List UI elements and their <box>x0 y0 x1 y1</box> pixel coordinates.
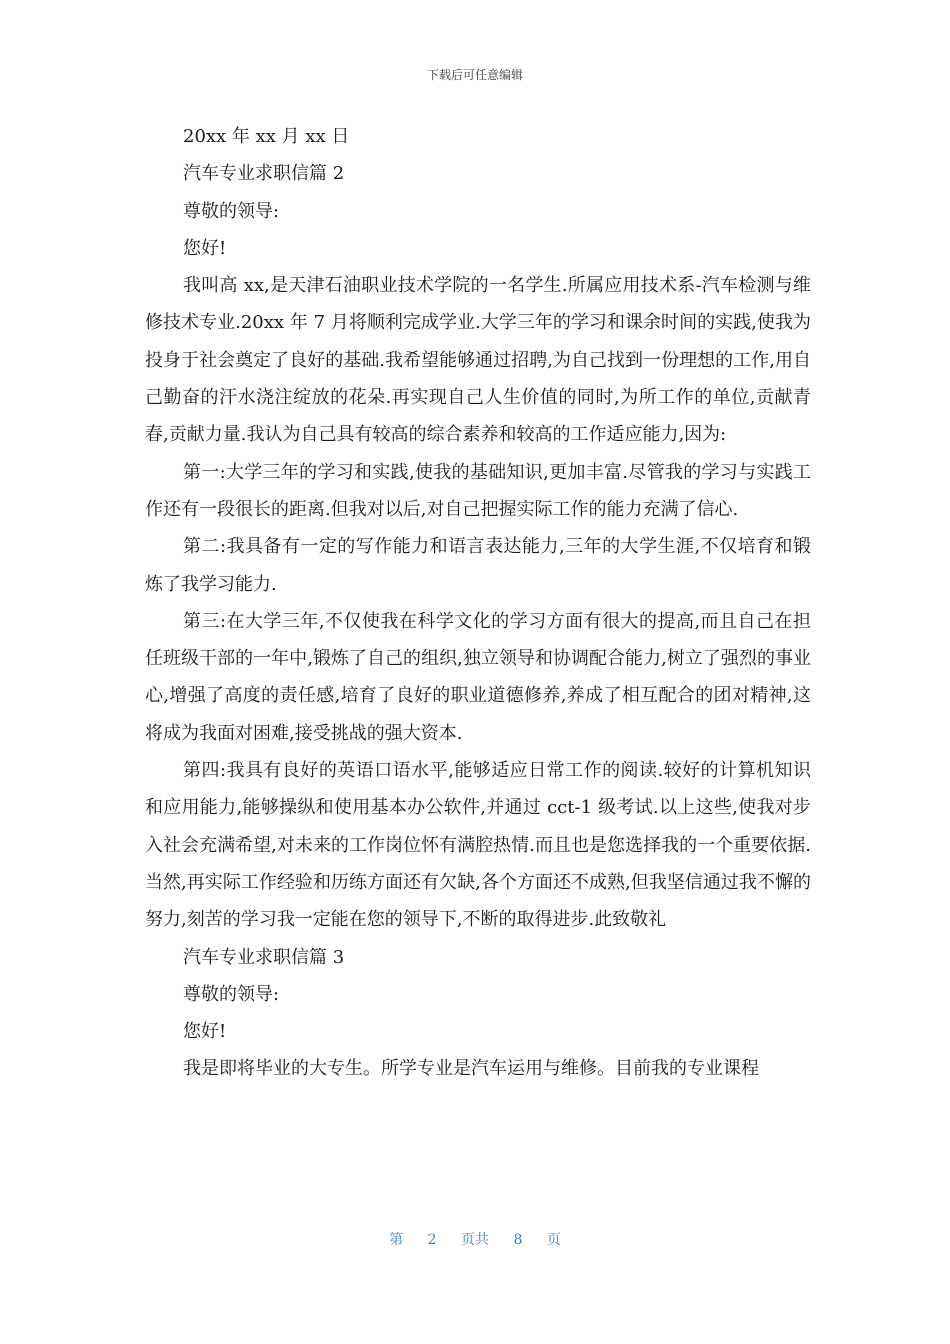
footer-middle: 页共 <box>461 1232 489 1248</box>
section-2-greeting: 您好! <box>183 237 227 259</box>
section-2-paragraph-fourth: 第四:我具有良好的英语口语水平,能够适应日常工作的阅读.较好的计算机知识和应用能力,能够操纵和使用基本办公软件,并通过 cct-1 级考试.以上这些,使我对步入社会充满希望,对未来的工作岗位怀有满腔热情.而且也是您选择我的一个重要依据.当然,再实际工作经验和历练方面还有欠缺,各个方面还不成熟,但我坚信通过我不懈的努力,刻苦的学习我一定能在您的领导下,不断的取得进步.此致敬礼 <box>145 760 811 931</box>
header-note: 下载后可任意编辑 <box>426 68 523 82</box>
letter-date: 20xx 年 xx 月 xx 日 <box>183 126 350 147</box>
page-footer <box>0 1229 950 1249</box>
section-3-title: 汽车专业求职信篇 3 <box>183 946 345 968</box>
section-2-paragraph-intro: 我叫高 xx,是天津石油职业技术学院的一名学生.所属应用技术系-汽车检测与维修技术专业.20xx 年 7 月将顺利完成学业.大学三年的学习和课余时间的实践,使我为投身于社会奠定了良好的基础.我希望能够通过招聘,为自己找到一份理想的工作,用自己勤奋的汗水浇注绽放的花朵.再实现自己人生价值的同时,为所工作的单位,贡献青春,贡献力量.我认为自己具有较高的综合素养和较高的工作适应能力,因为: <box>145 275 811 446</box>
document-body <box>145 118 811 1088</box>
section-2-paragraph-first: 第一:大学三年的学习和实践,使我的基础知识,更加丰富.尽管我的学习与实践工作还有一段很长的距离.但我对以后,对自己把握实际工作的能力充满了信心. <box>145 461 811 520</box>
section-3-salutation: 尊敬的领导: <box>183 983 280 1005</box>
footer-prefix: 第 <box>389 1232 404 1248</box>
section-2-paragraph-third: 第三:在大学三年,不仅使我在科学文化的学习方面有很大的提高,而且自己在担任班级干部的一年中,锻炼了自己的组织,独立领导和协调配合能力,树立了强烈的事业心,增强了高度的责任感,培育了良好的职业道德修养,养成了相互配合的团对精神,这将成为我面对困难,接受挑战的强大资本. <box>145 610 811 744</box>
section-2-salutation: 尊敬的领导: <box>183 200 280 222</box>
section-2-title: 汽车专业求职信篇 2 <box>183 163 345 185</box>
section-2-paragraph-second: 第二:我具备有一定的写作能力和语言表达能力,三年的大学生涯,不仅培育和锻炼了我学习能力. <box>145 536 811 595</box>
section-3-greeting: 您好! <box>183 1021 227 1043</box>
footer-total-pages: 8 <box>513 1232 523 1248</box>
section-3-paragraph: 我是即将毕业的大专生。所学专业是汽车运用与维修。目前我的专业课程 <box>183 1058 759 1080</box>
footer-page-number: 2 <box>427 1232 437 1248</box>
footer-suffix: 页 <box>546 1232 561 1248</box>
